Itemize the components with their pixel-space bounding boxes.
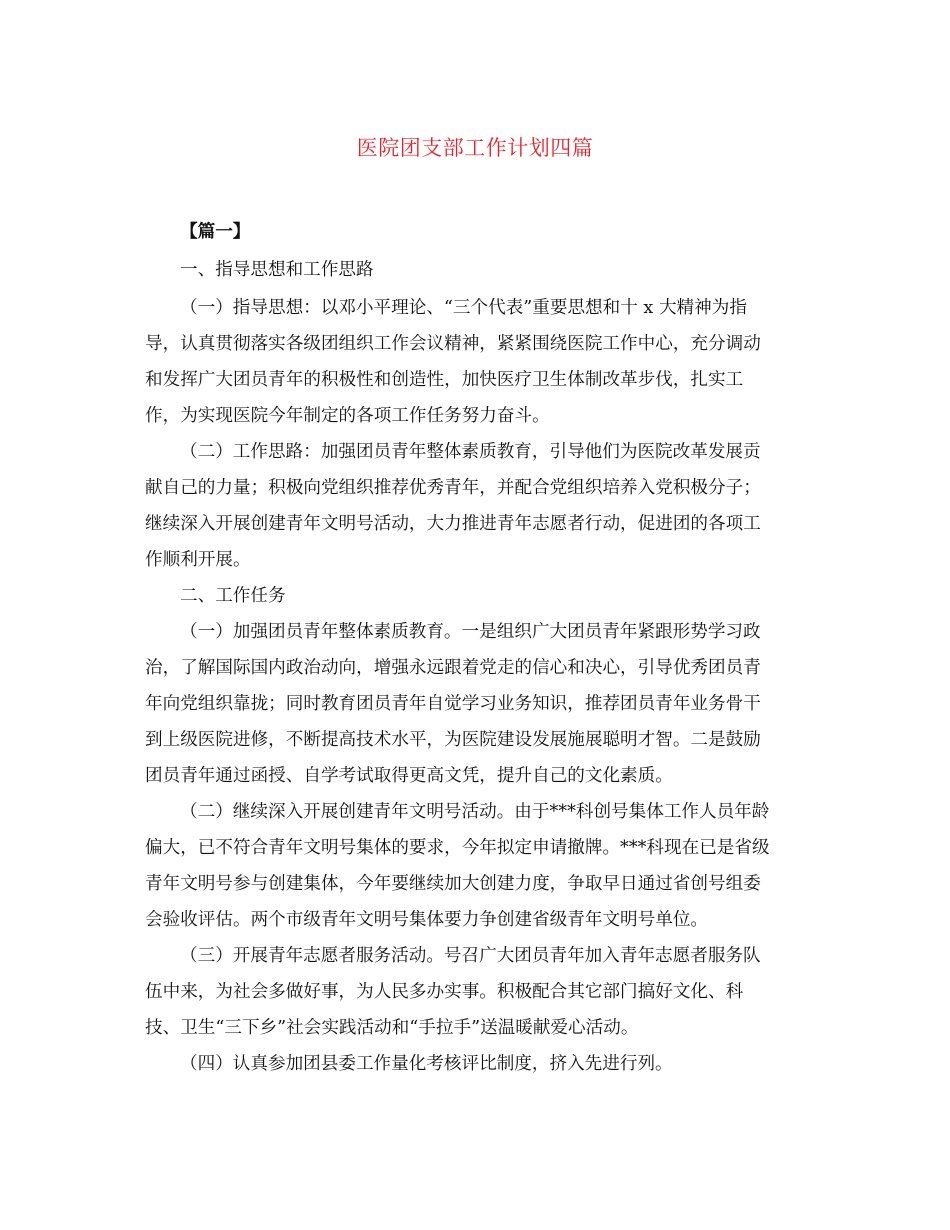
paragraph-line: （二）工作思路：加强团员青年整体素质教育，引导他们为医院改革发展贡	[180, 442, 761, 462]
paragraph-line: 治，了解国际国内政治动向，增强永远跟着党走的信心和决心，引导优秀团员青	[145, 658, 761, 678]
paragraph-line: 年向党组织靠拢；同时教育团员青年自觉学习业务知识，推荐团员青年业务骨干	[145, 694, 761, 714]
paragraph-line: （一）加强团员青年整体素质教育。一是组织广大团员青年紧跟形势学习政	[180, 622, 761, 642]
paragraph-line: （二）继续深入开展创建青年文明号活动。由于***科创号集体工作人员年龄	[180, 802, 770, 822]
section-heading-part-one: 【篇一】	[180, 221, 251, 242]
paragraph-line: （四）认真参加团县委工作量化考核评比制度，挤入先进行列。	[180, 1054, 673, 1074]
paragraph-line: 青年文明号参与创建集体，今年要继续加大创建力度，争取早日通过省创号组委	[145, 874, 761, 894]
paragraph-line: 技、卫生“三下乡”社会实践活动和“手拉手”送温暖献爱心活动。	[145, 1018, 639, 1038]
heading-work-tasks: 二、工作任务	[180, 586, 286, 606]
paragraph-line: 会验收评估。两个市级青年文明号集体要力争创建省级青年文明号单位。	[145, 910, 709, 930]
paragraph-line: 和发挥广大团员青年的积极性和创造性，加快医疗卫生体制改革步伐，扎实工	[145, 370, 744, 390]
paragraph-line: 到上级医院进修，不断提高技术水平，为医院建设发展施展聪明才智。二是鼓励	[145, 730, 761, 750]
paragraph-line: 导，认真贯彻落实各级团组织工作会议精神，紧紧围绕医院工作中心，充分调动	[145, 334, 761, 354]
paragraph-line: 团员青年通过函授、自学考试取得更高文凭，提升自己的文化素质。	[145, 766, 673, 786]
paragraph-line: 偏大，已不符合青年文明号集体的要求，今年拟定申请撤牌。***科现在已是省级	[145, 838, 770, 858]
paragraph-line: 作顺利开展。	[145, 550, 251, 570]
paragraph-line: 继续深入开展创建青年文明号活动，大力推进青年志愿者行动，促进团的各项工	[145, 514, 761, 534]
paragraph-line: 伍中来，为社会多做好事，为人民多办实事。积极配合其它部门搞好文化、科	[145, 982, 744, 1002]
heading-guiding-ideology: 一、指导思想和工作思路	[180, 260, 374, 280]
paragraph-line: （三）开展青年志愿者服务活动。号召广大团员青年加入青年志愿者服务队	[180, 946, 761, 966]
paragraph-line: （一）指导思想：以邓小平理论、“三个代表”重要思想和十 x 大精神为指	[180, 298, 747, 318]
paragraph-line: 作，为实现医院今年制定的各项工作任务努力奋斗。	[145, 406, 550, 426]
paragraph-line: 献自己的力量；积极向党组织推荐优秀青年，并配合党组织培养入党积极分子；	[145, 478, 761, 498]
document-title: 医院团支部工作计划四篇	[356, 136, 594, 160]
